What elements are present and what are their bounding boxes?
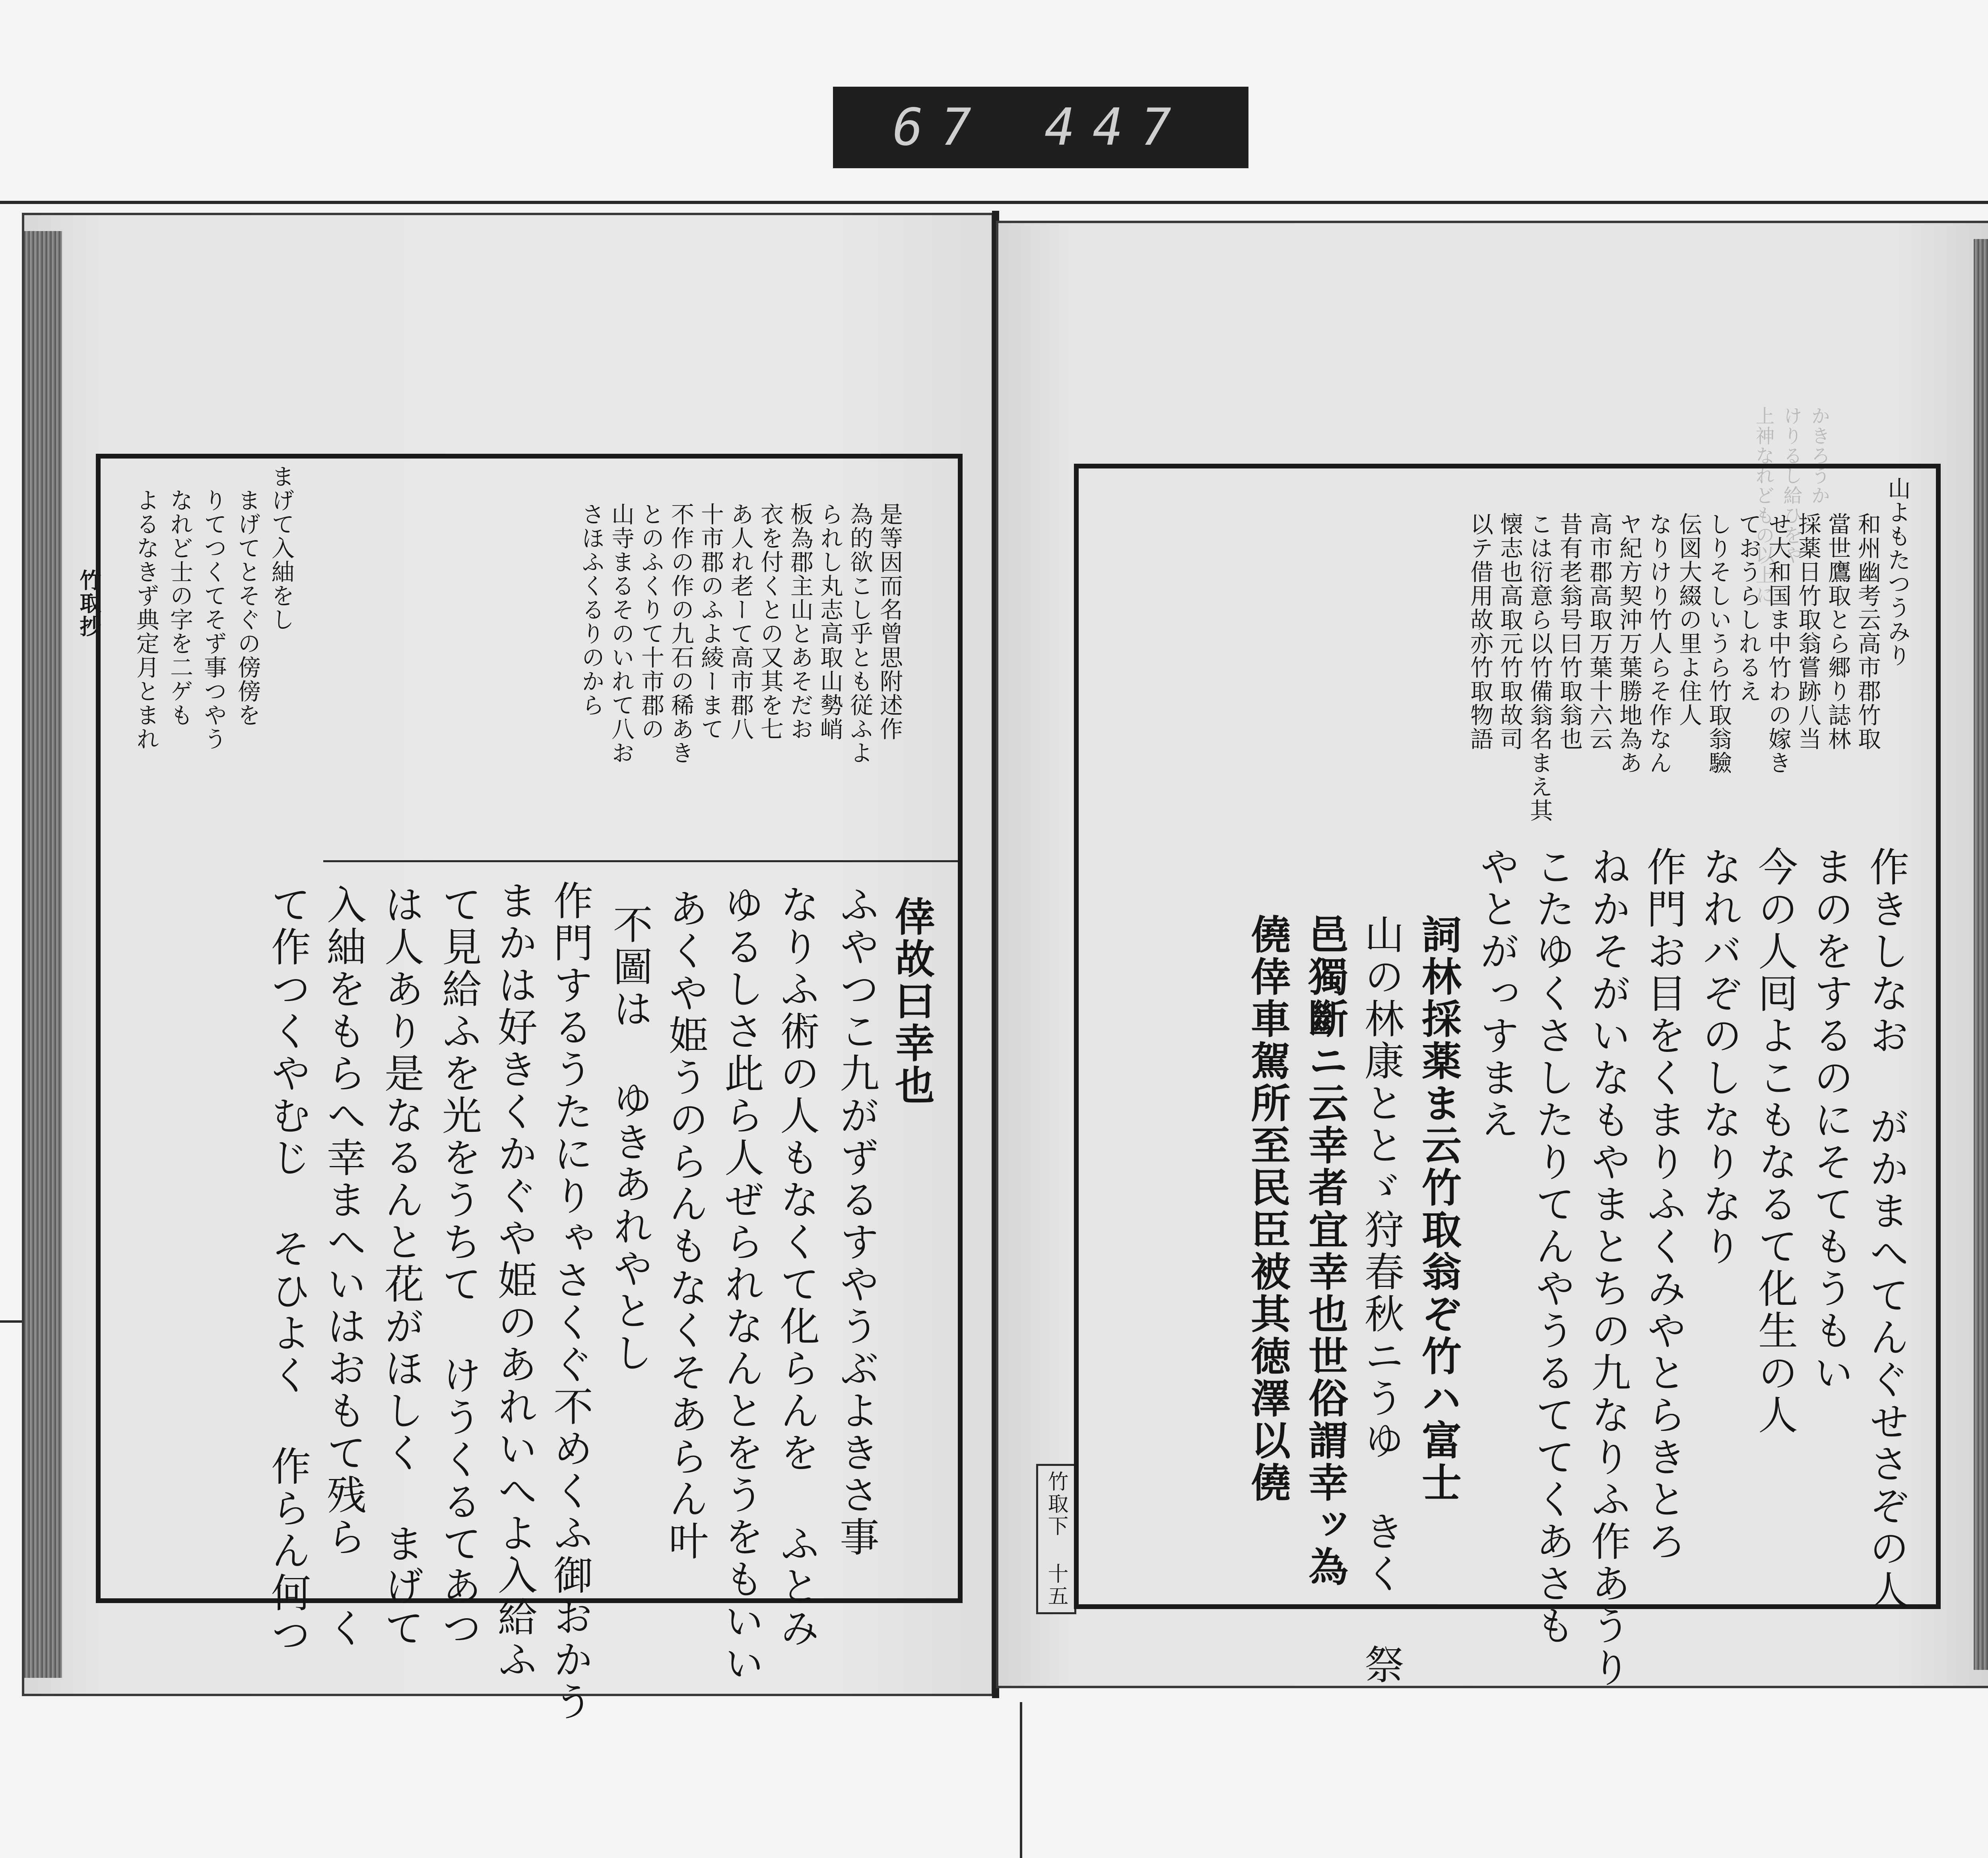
scanner-rule [1020,1702,1022,1858]
print-frame-right [1074,464,1941,1689]
section-divider [323,860,958,862]
note-column: 當世鷹取とら郷り誌林 [1824,512,1851,751]
main-text-column: 詞林採薬ま云竹取翁ぞ竹ハ富士 [1415,914,1462,1504]
note-column: 不作の作の九石の稀あき [667,502,694,765]
note-column: 昔有老翁号曰竹取翁也 [1556,512,1583,751]
main-text-column: 山の林康ととゞ狩春秋ニうゆ きく 祭 [1358,914,1404,1686]
main-text-column: 作きしなお がかまへてんぐせさぞの人 [1863,846,1909,1612]
note-column: られし丸志高取山勢峭 [816,502,843,741]
main-text-column: は人あり是なるんと花がほしく まげて [378,884,424,1650]
main-text-column: ゆるしさ此ら人ぜられなんとをうをもいい [718,884,764,1685]
page-edge [24,231,62,1678]
margin-title: 竹取抄 [76,569,102,638]
note-column: ておうらしれるえ [1735,512,1762,703]
note-column: あ人れ老ーて高市郡八 [727,502,754,741]
note-column: 板為郡主山とあそだお [786,502,813,741]
note-column: せ大和国ま中竹わの嫁き [1765,512,1792,775]
main-text-column: なりふ術の人もなくて化らんを ふとみ [773,884,820,1650]
open-book [22,207,1988,1723]
scanner-rule [0,201,1988,204]
main-text-column: やとがっすまえ [1473,846,1520,1141]
main-text-column: 作門お目をくまりふくみやとらきとろ [1640,846,1687,1563]
note-column: 為的欲こし乎とも従ふよ [846,502,873,765]
faint-margin-text: かきろうか [1808,406,1830,505]
note-column: りてつくてそず事つやう [200,488,227,751]
note-column: 伝図大綴の里よ住人 [1675,512,1702,727]
note-column: なりけり竹人らそ作なん [1645,512,1672,775]
print-frame-left [96,454,963,1723]
note-column: まげてとそぐの傍傍を [234,488,261,727]
note-column: こは衍意ら以竹備翁名まえ其 [1526,512,1553,822]
main-text-column: ねかそがいなもやまとちの九なりふ作あうり [1584,846,1631,1689]
main-text-column: 入紬をもらへ幸まへいはおもて残ら く [320,884,367,1650]
note-column: よるなきず典定月とまれ [132,488,159,751]
main-text-column: あくや姫うのらんもなくそあらん叶 [662,888,709,1563]
main-text-column: 不圖は ゆきあれやとし [606,904,653,1374]
main-text-column: こたゆくさしたりてんやうるててくあさも [1529,846,1575,1647]
note-column: 山寺まるそのいれて八お [608,502,635,765]
note-column: 是等因而名曾思附述作 [876,502,903,741]
note-column: 高市郡高取万葉十六云 [1586,512,1613,751]
faint-margin-text: けりるし給ひをや [1780,406,1802,565]
main-text-column: 今の人囘よこもなるて化生の人 [1751,846,1798,1436]
note-column: まげて入紬をし [268,464,295,632]
page-tab: 竹取下 十五 [1036,1464,1076,1614]
note-column: とのふくりて十市郡の [637,502,664,741]
main-text-column: 作門するうたにりゃさくぐ不めくふ御おかう [547,880,593,1723]
main-text-column: 僥倖車駕所至民臣被其徳澤以僥 [1244,914,1291,1504]
right-page [996,221,1988,1688]
note-column: しりそしいうら竹取翁驗 [1705,512,1732,775]
note-column: なれど士の字を二ゲも [166,488,193,727]
main-text-column: て作つくやむじ そひよく 作らん何つ [264,884,311,1656]
main-text-column: まかは好きくかぐや姫のあれいへよ入給ふ [491,880,538,1681]
main-text-column: て見給ふを光をうちて けうくるてあつ [435,884,482,1650]
note-column: 和州幽考云高市郡竹取 [1854,512,1881,751]
catalog-number-left: 67 [893,98,989,157]
note-column: ヤ紀方契沖万葉勝地為あ [1615,512,1642,775]
page-edge [1974,239,1988,1670]
note-column: 以テ借用故亦竹取物語 [1466,512,1493,751]
catalog-number-label [833,87,1248,168]
note-column: さほふくるりのから [578,502,605,717]
note-column: 懐志也高取元竹取故司 [1496,512,1523,751]
main-text-column: まのをするのにそてもうもい [1807,846,1854,1394]
faint-margin-text: 上神なれどもの以上に [1752,406,1774,605]
main-text-column: ふやつこ九がずるすやうぶよきさ事 [833,884,879,1559]
main-text-column: なれバぞのしなりなり [1696,846,1742,1268]
catalog-number-right: 447 [1044,98,1189,157]
note-column: 衣を付くとの又其を七 [757,502,784,741]
main-text-column: 倖故曰幸也 [888,896,935,1107]
note-column: 十市郡のふよ綾ーまて [697,502,724,741]
note-column: 採薬日竹取翁嘗跡八当 [1794,512,1821,751]
left-page [22,213,994,1723]
main-text-column: 邑獨斷ニ云幸者宜幸也世俗謂幸ッ為 [1302,914,1349,1588]
note-column: 山よもたつうみり [1884,476,1911,667]
